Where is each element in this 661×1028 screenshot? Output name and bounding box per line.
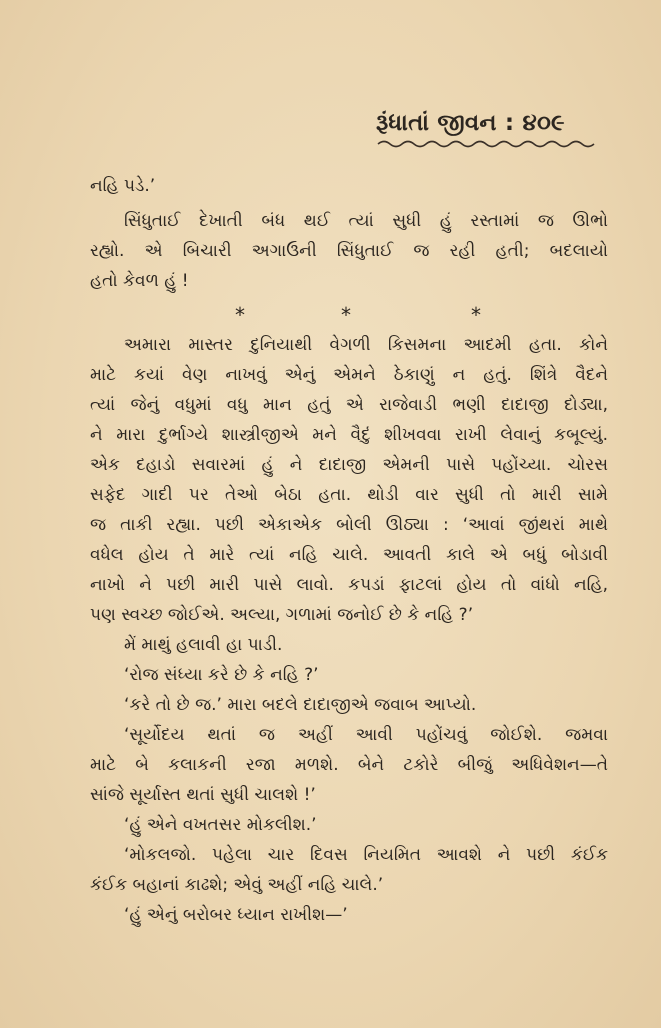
text-line: વધેલ હોય તે મારે ત્યાં નહિ ચાલે. આવતી કાલે એ બધું બોડાવી <box>90 545 608 565</box>
text-line: નહિ પડે.’ <box>90 176 156 196</box>
separator-asterisk: * <box>341 303 351 327</box>
text-line: કંઈક બહાનાં કાઢશે; એવું અહીં નહિ ચાલે.’ <box>90 875 384 895</box>
text-line: સાંજે સૂર્યાસ્ત થતાં સુધી ચાલશે !’ <box>90 785 316 805</box>
text-line: જ તાકી રહ્યા. પછી એકાએક બોલી ઊઠ્યા : ‘આવાં જીંથરાં માથે <box>90 515 608 535</box>
text-line: માટે બે કલાકની રજા મળશે. બેને ટકોરે બીજું અધિવેશન—તે <box>90 755 608 775</box>
text-line: ને મારા દુર્ભાગ્યે શાસ્ત્રીજીએ મને વૈદું શીખવવા રાખી લેવાનું કબૂલ્યું. <box>90 425 608 445</box>
text-line: ત્યાં જેનું વધુમાં વધુ માન હતું એ રાજેવાડી ભણી દાદાજી દોડ્યા, <box>90 395 608 415</box>
text-line: સફેદ ગાદી પર તેઓ બેઠા હતા. થોડી વાર સુધી તો મારી સામે <box>90 485 608 505</box>
header-wavy-underline <box>376 138 598 148</box>
text-line: અમારા માસ્તર દુનિયાથી વેગળી કિસમના આદમી હતા. કોને <box>124 335 608 355</box>
running-header <box>376 108 606 148</box>
text-line: એક દહાડો સવારમાં હું ને દાદાજી એમની પાસે પહોંચ્યા. ચોરસ <box>90 455 608 475</box>
text-line: ‘રોજ સંધ્યા કરે છે કે નહિ ?’ <box>124 665 319 685</box>
text-line: ‘હું એનું બરોબર ધ્યાન રાખીશ—’ <box>124 905 348 925</box>
text-line: મેં માથું હલાવી હા પાડી. <box>124 635 283 655</box>
running-head-text: રૂંધાતાં જીવન : ૪૦૯ <box>376 110 565 136</box>
text-line: ‘મોકલજો. પહેલા ચાર દિવસ નિયમિત આવશે ને પછી કંઈક <box>124 845 608 865</box>
text-line: હતો કેવળ હું ! <box>90 271 189 291</box>
text-line: સિંધુતાઈ દેખાતી બંધ થઈ ત્યાં સુધી હું રસ્તામાં જ ઊભો <box>124 211 608 231</box>
text-line: નાખો ને પછી મારી પાસે લાવો. કપડાં ફાટલાં હોય તો વાંધો નહિ, <box>90 575 608 595</box>
text-line: પણ સ્વચ્છ જોઈએ. અલ્યા, ગળામાં જનોઈ છે કે નહિ ?’ <box>90 605 474 625</box>
text-line: રહ્યો. એ બિચારી અગાઉની સિંધુતાઈ જ રહી હતી; બદલાયો <box>90 241 608 261</box>
text-line: માટે કયાં વેણ નાખવું એનું એમને ઠેકાણું ન હતું. શિંત્રે વૈદને <box>90 365 608 385</box>
text-line: ‘કરે તો છે જ.’ મારા બદલે દાદાજીએ જવાબ આપ્યો. <box>124 695 477 715</box>
body-text <box>90 171 608 930</box>
separator-asterisk: * <box>471 303 481 327</box>
separator-asterisk: * <box>235 303 245 327</box>
text-line: ‘સૂર્યોદય થતાં જ અહીં આવી પહોંચવું જોઈશે. જમવા <box>124 725 608 745</box>
section-separator <box>90 296 608 330</box>
text-line: ‘હું એને વખતસર મોકલીશ.’ <box>124 815 317 835</box>
